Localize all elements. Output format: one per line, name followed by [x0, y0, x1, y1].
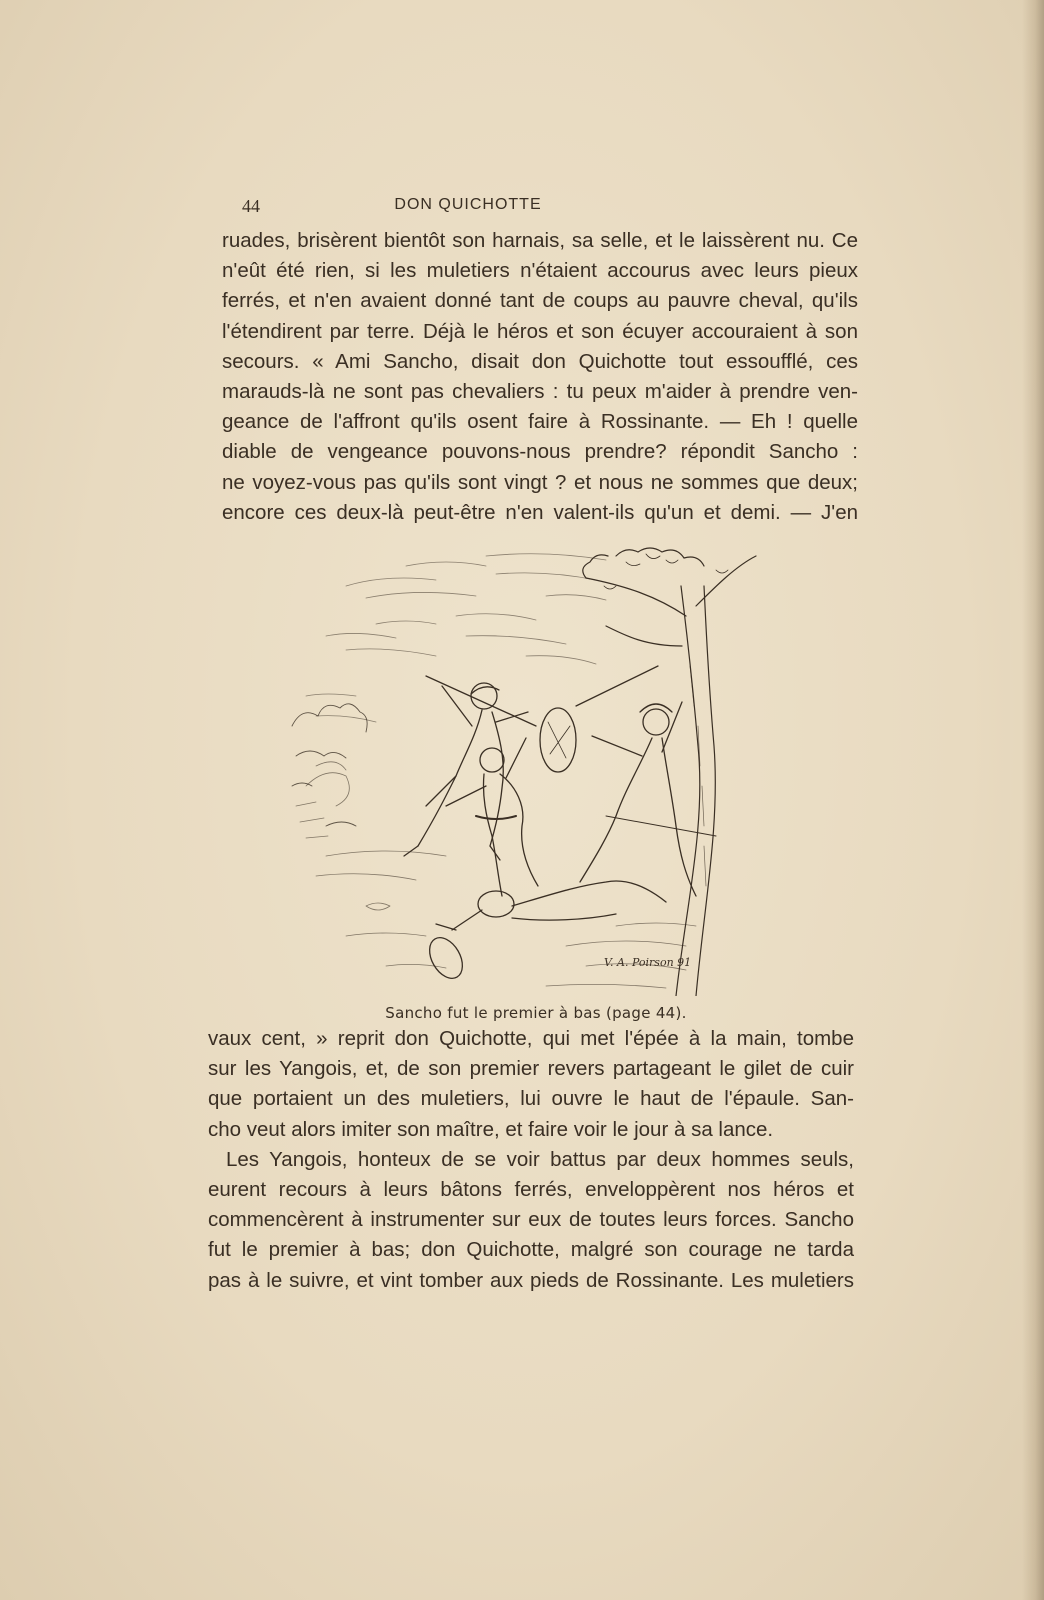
text-line: pas à le suivre, et vint tomber aux pieds de Rossinante. Les muletiers	[208, 1268, 854, 1292]
text-line: ne voyez-vous pas qu'ils sont vingt ? et nous ne sommes que deux;	[222, 470, 858, 494]
text-line: eurent recours à leurs bâtons ferrés, enveloppèrent nos héros et	[208, 1177, 854, 1201]
text-line: geance de l'affront qu'ils osent faire à Rossinante. — Eh ! quelle	[222, 410, 858, 434]
figure-muleteer-center	[446, 738, 538, 896]
sky-hatching	[306, 554, 606, 722]
text-line: secours. « Ami Sancho, disait don Quichotte tout essoufflé, ces	[222, 349, 858, 373]
tree	[583, 548, 756, 996]
text-line: ferrés, et n'en avaient donné tant de coups au pauvre cheval, qu'ils	[222, 289, 858, 313]
illustration-caption: Sancho fut le premier à bas (page 44).	[385, 1004, 687, 1022]
page-number: 44	[242, 196, 260, 216]
text-line: vaux cent, » reprit don Quichotte, qui met l'épée à la main, tombe	[208, 1027, 854, 1050]
text-line: l'étendirent par terre. Déjà le héros et son écuyer accouraient à son	[222, 319, 858, 343]
text-line: que portaient un des muletiers, lui ouvre le haut de l'épaule. San-	[208, 1087, 854, 1111]
text-block-bottom	[208, 1024, 854, 1296]
text-block-top	[222, 226, 858, 528]
figure-muleteer-left	[404, 676, 536, 860]
text-line: commencèrent à instrumenter sur eux de toutes leurs forces. Sancho	[208, 1208, 854, 1232]
running-title: DON QUICHOTTE	[394, 196, 542, 213]
artist-signature: V. A. Poirson 91	[604, 956, 692, 969]
page-header	[242, 196, 618, 222]
ground-hatching	[296, 762, 696, 988]
text-line: n'eût été rien, si les muletiers n'étaient accourus avec leurs pieux	[222, 259, 858, 283]
illustration-fight-scene	[286, 526, 762, 996]
shrubbery-left	[292, 704, 367, 826]
text-line: ruades, brisèrent bientôt son harnais, sa selle, et le laissèrent nu. Ce	[222, 229, 858, 252]
text-line: cho veut alors imiter son maître, et faire voir le jour à sa lance.	[208, 1117, 774, 1141]
text-line: fut le premier à bas; don Quichotte, malgré son courage ne tarda	[208, 1238, 854, 1262]
text-line: marauds-là ne sont pas chevaliers : tu peux m'aider à prendre ven-	[222, 379, 858, 403]
figure-don-quichotte	[540, 666, 716, 896]
text-line: sur les Yangois, et, de son premier revers partageant le gilet de cuir	[208, 1057, 854, 1081]
page-edge-shadow	[1022, 0, 1044, 1600]
text-line: encore ces deux-là peut-être n'en valent-ils qu'un et demi. — J'en	[222, 500, 858, 524]
engraving-svg	[286, 526, 762, 996]
text-line: diable de vengeance pouvons-nous prendre? répondit Sancho :	[222, 440, 858, 464]
text-line: Les Yangois, honteux de se voir battus par deux hommes seuls,	[226, 1147, 854, 1171]
